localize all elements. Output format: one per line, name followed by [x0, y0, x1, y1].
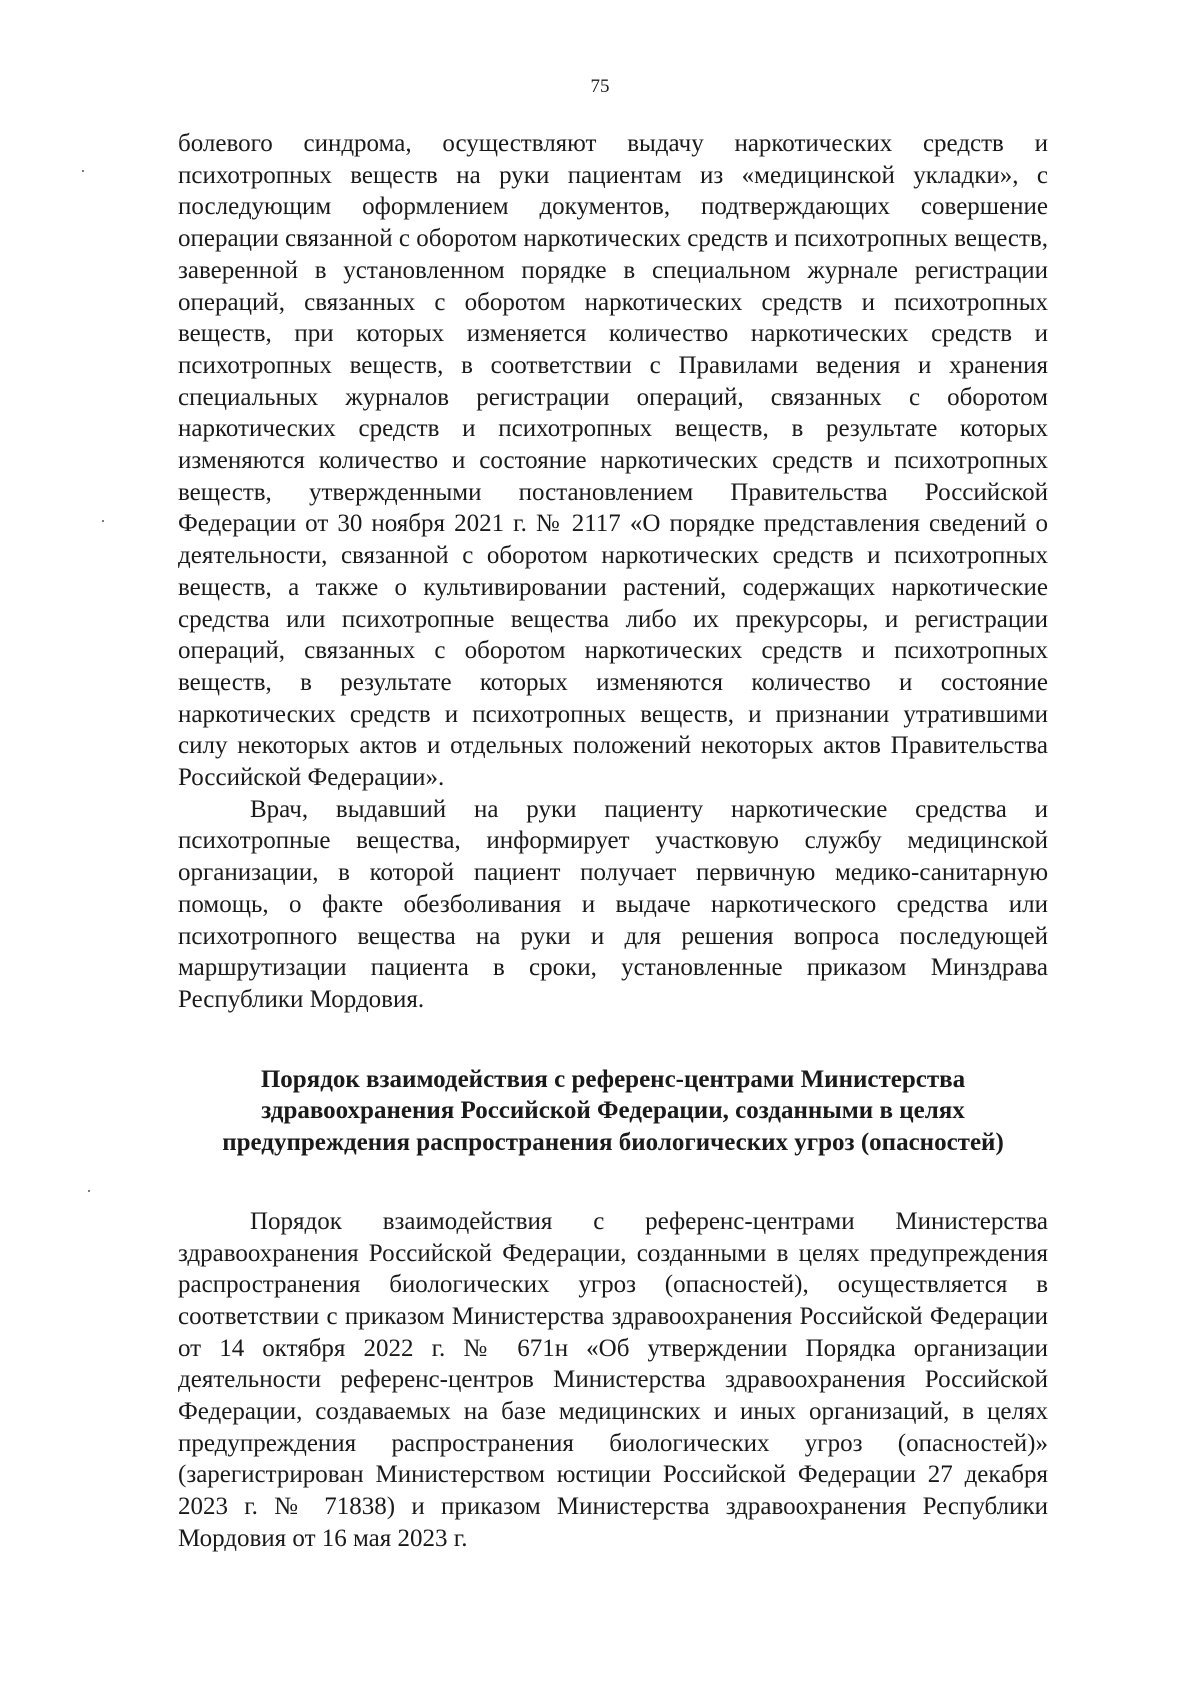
- section-heading: Порядок взаимодействия с референс-центрами Министерства здравоохранения Российской Федерации, созданными в целях предупреждения распространения биологических угроз (опасностей): [222, 1065, 1004, 1157]
- scan-speck: [88, 1190, 90, 1192]
- paragraph-reference-centers: Порядок взаимодействия с референс-центрами Министерства здравоохранения Российской Федерации, созданными в целях предупреждения распространения биологических угроз (опасностей), осуществляется в соответствии с приказом Министерства здравоохранения Российской Федерации от 14 октября 2022 г. № 671н «Об утверждении Порядка организации деятельности референс-центров Министерства здравоохранения Российской Федерации, создаваемых на базе медицинских и иных организаций, в целях предупреждения распространения биологических угроз (опасностей)» (зарегистрирован Министерством юстиции Российской Федерации 27 декабря 2023 г. № 71838) и приказом Министерства здравоохранения Республики Мордовия от 16 мая 2023 г.: [178, 1207, 1048, 1552]
- scan-speck: [102, 520, 104, 522]
- page-number: 75: [590, 76, 610, 97]
- paragraph-doctor-informs: Врач, выдавший на руки пациенту наркотические средства и психотропные вещества, информирует участковую службу медицинской организации, в которой пациент получает первичную медико-санитарную помощь, о факте обезболивания и выдаче наркотического средства или психотропного вещества на руки и для решения вопроса последующей маршрутизации пациента в сроки, установленные приказом Минздрава Республики Мордовия.: [178, 795, 1048, 1013]
- page-content: [178, 128, 1048, 1555]
- paragraph-continuation: болевого синдрома, осуществляют выдачу наркотических средств и психотропных веществ на руки пациентам из «медицинской укладки», с последующим оформлением документов, подтверждающих совершение операции связанной с оборотом наркотических средств и психотропных веществ, заверенной в установленном порядке в специальном журнале регистрации операций, связанных с оборотом наркотических средств и психотропных веществ, при которых изменяется количество наркотических средств и психотропных веществ, в соответствии с Правилами ведения и хранения специальных журналов регистрации операций, связанных с оборотом наркотических средств и психотропных веществ, в результате которых изменяются количество и состояние наркотических средств и психотропных веществ, утвержденными постановлением Правительства Российской Федерации от 30 ноября 2021 г. № 2117 «О порядке представления сведений о деятельности, связанной с оборотом наркотических средств и психотропных веществ, а также о культивировании растений, содержащих наркотические средства или психотропные вещества либо их прекурсоры, и регистрации операций, связанных с оборотом наркотических средств и психотропных веществ, в результате которых изменяются количество и состояние наркотических средств и психотропных веществ, и признании утратившими силу некоторых актов и отдельных положений некоторых актов Правительства Российской Федерации».: [178, 130, 1048, 792]
- scan-speck: [82, 170, 84, 172]
